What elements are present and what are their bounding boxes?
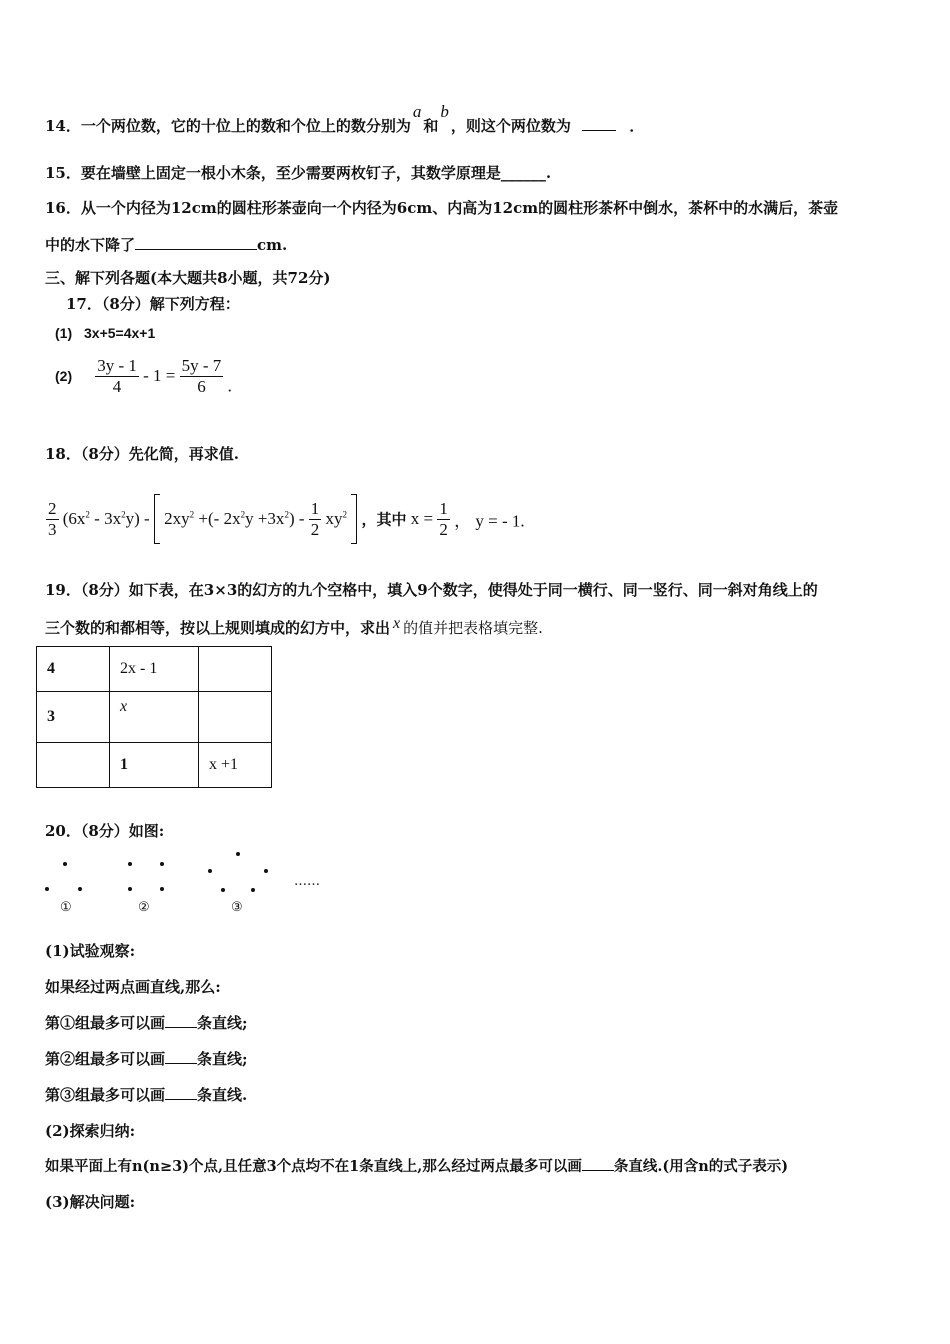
q18-sq: 2 [240, 509, 246, 520]
table-row [37, 647, 272, 692]
q18-part2d: ) - [288, 509, 305, 528]
dot [128, 887, 132, 891]
q18-coef-num: 2 [48, 498, 57, 518]
q18-part1c: y) - [125, 509, 150, 528]
q18-right-bracket [351, 494, 357, 544]
q20-line-5 [45, 1155, 788, 1176]
table-cell[interactable] [37, 743, 110, 788]
q19-text: 三个数的和都相等，按以上规则填成的幻方中，求出 [45, 619, 391, 637]
q14-var-a: a [412, 102, 422, 121]
figure-label-2: ② [138, 900, 150, 915]
q18-sq: 2 [284, 509, 289, 520]
q20-line-4 [45, 1084, 247, 1105]
q14-answer-blank[interactable] [582, 116, 616, 131]
q18-part1b: - 3x [89, 509, 122, 528]
q20-line-5-suffix: 条直线.(用含n的式子表示) [613, 1158, 789, 1175]
q20-blank-3[interactable] [165, 1085, 197, 1100]
q17-middle: - 1 = [143, 366, 176, 386]
question-17-title: 17．（8分）解下列方程： [66, 295, 240, 313]
q18-part2b: +(- 2x [194, 509, 241, 528]
question-20-title: 20．（8分）如图: [45, 822, 165, 840]
q14-var-b: b [440, 102, 449, 121]
q20-line-2-suffix: 条直线; [197, 1014, 248, 1032]
q16-unit: cm. [257, 236, 288, 254]
q17-numerator-2: 5y - 7 [181, 356, 222, 375]
question-18-title: 18．（8分）先化简，再求值. [45, 445, 240, 463]
table-cell[interactable]: x [110, 692, 199, 743]
question-19-line1: 19．（8分）如下表，在3×3的幻方的九个空格中，填入9个数字，使得处于同一横行、同一竖行、同一斜对角线上的 [45, 581, 818, 599]
table-cell[interactable] [199, 647, 272, 692]
q18-x-value [437, 499, 450, 540]
q14-and: 和 [423, 117, 439, 135]
q20-line-4-text: 第③组最多可以画 [45, 1086, 166, 1104]
q18-coefficient [46, 499, 59, 540]
q17-period: . [227, 377, 232, 396]
q20-section-1: (1)试验观察: [45, 942, 136, 960]
section-3-title: 三、解下列各题(本大题共8小题，共72分) [45, 269, 331, 287]
q18-part2: 2xy [164, 509, 190, 528]
dot [208, 869, 212, 873]
q18-where: ，其中 [361, 510, 407, 529]
q18-part2c: y +3x [245, 509, 285, 528]
table-cell[interactable]: 1 [110, 743, 199, 788]
q18-left-bracket [154, 494, 160, 544]
q20-section-2: (2)探索归纳: [45, 1122, 136, 1140]
q20-line-3-suffix: 条直线; [197, 1050, 248, 1068]
q17-fraction-2 [180, 356, 224, 397]
question-14 [45, 102, 645, 136]
dot [236, 852, 240, 856]
q18-x-eq: x = [410, 509, 434, 528]
q18-sq: 2 [85, 509, 90, 520]
dot [160, 887, 164, 891]
figure-label-3: ③ [231, 900, 243, 915]
dot [264, 869, 268, 873]
q18-half [309, 499, 322, 540]
q20-blank-4[interactable] [582, 1156, 614, 1171]
magic-square-table [36, 646, 272, 788]
figure-ellipsis: …… [294, 874, 320, 889]
q19-var-x: x [393, 615, 401, 632]
q20-blank-2[interactable] [165, 1049, 197, 1064]
q18-expression [46, 494, 525, 544]
table-cell[interactable]: 3 [37, 692, 110, 743]
q20-line-5-text: 如果平面上有n(n≥3)个点,且任意3个点均不在1条直线上,那么经过两点最多可以画 [45, 1158, 582, 1175]
dot [251, 888, 255, 892]
q18-sq: 2 [342, 509, 348, 520]
q16-text: 中的水下降了 [45, 236, 136, 254]
dot [63, 862, 67, 866]
q17-denominator-1: 4 [112, 377, 122, 396]
q17-part1-label: (1) [55, 325, 73, 341]
table-row [37, 692, 272, 743]
q20-blank-1[interactable] [165, 1013, 197, 1028]
q14-end: ． [629, 117, 645, 135]
table-cell[interactable]: 4 [37, 647, 110, 692]
q18-sq: 2 [189, 509, 195, 520]
q18-half-den: 2 [310, 519, 320, 539]
q18-x-num: 1 [439, 498, 448, 518]
question-16-line1: 16．从一个内径为12cm的圆柱形茶壶向一个内径为6cm、内高为12cm的圆柱形茶杯中倒水，茶杯中的水满后，茶壶 [45, 199, 839, 217]
q17-part2-label: (2) [55, 367, 73, 384]
table-cell[interactable]: x +1 [199, 743, 272, 788]
question-15: 15．要在墙壁上固定一根小木条，至少需要两枚钉子，其数学原理是______. [45, 164, 552, 182]
q17-denominator-2: 6 [197, 377, 206, 396]
table-cell[interactable]: 2x - 1 [110, 647, 199, 692]
dot [78, 887, 82, 891]
dot [221, 888, 225, 892]
q20-line-1: 如果经过两点画直线,那么: [45, 978, 221, 996]
q18-part3: xy [325, 509, 343, 528]
table-cell[interactable] [199, 692, 272, 743]
dot [160, 862, 164, 866]
q17-part2 [55, 356, 232, 397]
q20-line-2 [45, 1012, 248, 1033]
q18-half-num: 1 [310, 498, 320, 518]
q20-section-3: (3)解决问题: [45, 1193, 136, 1211]
q17-numerator-1: 3y - 1 [97, 356, 137, 375]
q17-fraction-1 [95, 356, 139, 397]
q18-y-eq: ， y = - 1. [454, 511, 525, 531]
q14-text-after: ，则这个两位数为 [450, 117, 571, 135]
table-row [37, 743, 272, 788]
q20-line-4-suffix: 条直线. [197, 1086, 248, 1104]
q18-sq: 2 [121, 509, 126, 520]
q19-text-after: 的值并把表格填完整. [403, 619, 543, 637]
dot [128, 862, 132, 866]
q20-line-3-text: 第②组最多可以画 [45, 1050, 166, 1068]
dot [45, 887, 49, 891]
q20-line-3 [45, 1048, 248, 1069]
q14-text: 14．一个两位数，它的十位上的数和个位上的数分别为 [45, 117, 411, 135]
figure-label-1: ① [60, 900, 72, 915]
q20-line-2-text: 第①组最多可以画 [45, 1014, 166, 1032]
q18-part1: (6x [62, 509, 86, 528]
q17-part1 [55, 325, 155, 341]
question-16-line2 [45, 234, 287, 255]
q16-answer-blank[interactable] [135, 235, 257, 250]
q18-coef-den: 3 [48, 519, 57, 539]
question-19-line2 [45, 617, 543, 638]
q17-part1-equation: 3x+5=4x+1 [84, 325, 156, 341]
q18-x-den: 2 [439, 519, 448, 539]
